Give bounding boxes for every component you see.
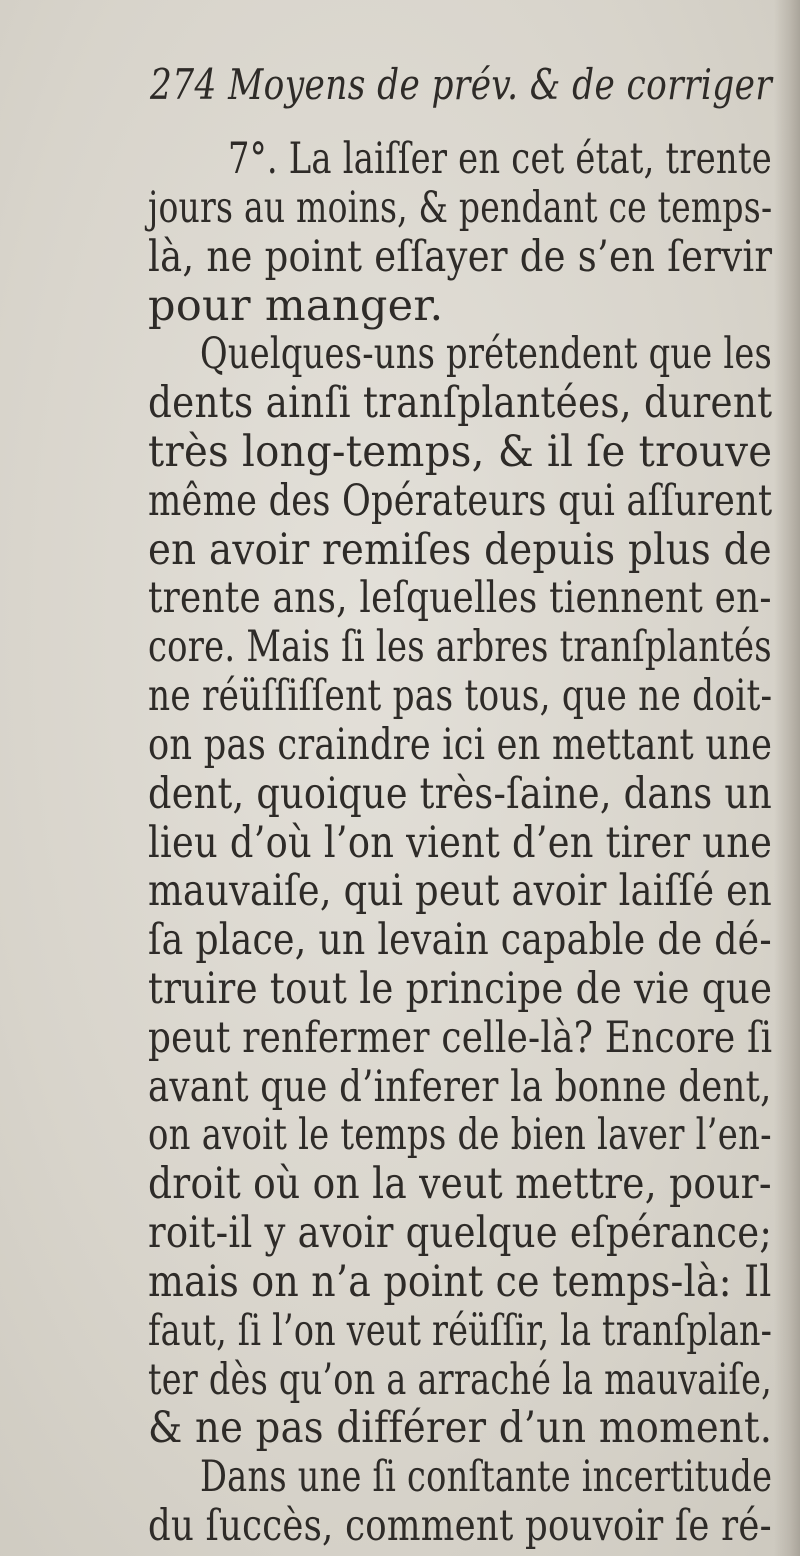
text-line: on pas craindre ici en mettant une xyxy=(148,719,773,770)
text-line: mais on n’a point ce temps-là: Il xyxy=(148,1256,772,1307)
text-line: truire tout le principe de vie que xyxy=(148,964,773,1014)
text-line: ter dès qu’on a arraché la mauvaiſe, xyxy=(148,1354,773,1405)
text-line: dent, quoique très-ſaine, dans un xyxy=(148,768,773,819)
text-line: du ſuccès, comment pouvoir ſe ré- xyxy=(148,1501,772,1551)
text-line: roit-il y avoir quelque eſpérance; xyxy=(148,1208,773,1259)
text-line: Quelques-uns prétendent que les xyxy=(200,329,773,380)
text-line: trente ans, leſquelles tiennent en- xyxy=(148,573,772,624)
text-line: mauvaiſe, qui peut avoir laiſſé en xyxy=(148,866,773,917)
text-line: même des Opérateurs qui aſſurent xyxy=(148,475,773,526)
text-line: là, ne point eſſayer de s’en ſervir xyxy=(148,231,773,282)
text-line: core. Mais ſi les arbres tranſplantés xyxy=(148,622,772,673)
text-line: pour manger. xyxy=(148,280,444,331)
text-line: ſa place, un levain capable de dé- xyxy=(148,915,772,966)
text-line: Dans une ſi conſtante incertitude xyxy=(200,1452,773,1503)
text-line: ne réüſſiſſent pas tous, que ne doit- xyxy=(148,671,773,721)
text-line: peut renfermer celle-là? Encore ſi xyxy=(148,1012,773,1063)
text-line: faut, ſi l’on veut réüſſir, la tranſplan- xyxy=(148,1305,773,1356)
text-line: très long-temps, & il ſe trouve xyxy=(148,426,773,477)
text-line: on avoit le temps de bien laver l’en- xyxy=(148,1110,772,1161)
text-line: droit où on la veut mettre, pour- xyxy=(148,1159,772,1210)
text-line: dents ainſi tranſplantées, durent xyxy=(148,378,773,429)
text-line: lieu d’où l’on vient d’en tirer une xyxy=(148,817,773,868)
text-line: & ne pas différer d’un moment. xyxy=(148,1403,773,1454)
text-line: jours au moins, & pendant ce temps- xyxy=(148,182,773,233)
text-line: avant que d’inferer la bonne dent, xyxy=(148,1061,772,1112)
running-head: 274 Moyens de prév. & de corriger xyxy=(150,60,773,109)
text-line: 7°. La laiſſer en cet état, trente xyxy=(228,134,772,184)
text-line: en avoir remiſes depuis plus de xyxy=(148,524,772,575)
